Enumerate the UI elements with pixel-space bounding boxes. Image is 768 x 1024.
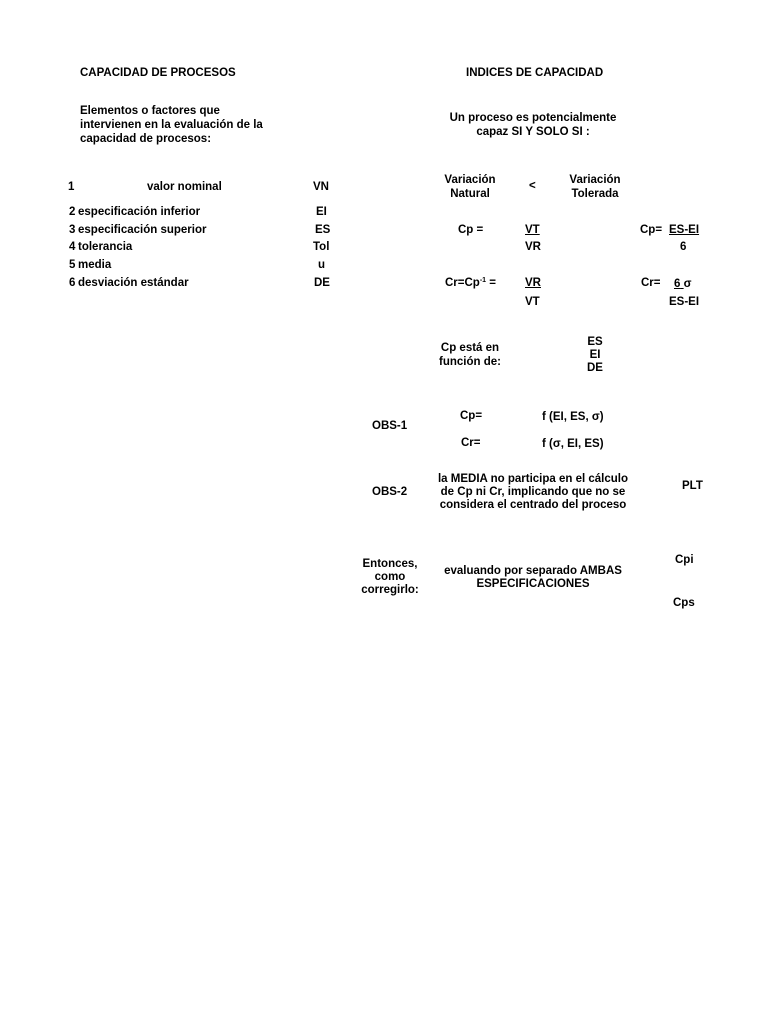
cp-formula-numerator: ES-EI bbox=[669, 224, 700, 236]
cr-formula-numerator: 6 σ bbox=[674, 278, 692, 290]
item-number: 3 bbox=[69, 224, 76, 236]
obs2-line-2: de Cp ni Cr, implicando que no se bbox=[440, 486, 626, 498]
item-number: 5 bbox=[69, 259, 76, 271]
item-number: 1 bbox=[68, 181, 75, 193]
cps-label: Cps bbox=[673, 597, 695, 609]
item-abbr: EI bbox=[316, 206, 327, 218]
then-line-3: corregirlo: bbox=[361, 584, 419, 596]
obs2-label: OBS-2 bbox=[372, 486, 408, 498]
cp-formula-denominator: 6 bbox=[680, 241, 687, 253]
obs1-label: OBS-1 bbox=[372, 420, 408, 432]
item-abbr: Tol bbox=[313, 241, 330, 253]
cr-formula-denominator: ES-EI bbox=[669, 296, 700, 308]
item-number: 4 bbox=[69, 241, 76, 253]
then-line-1: Entonces, bbox=[362, 558, 418, 570]
obs1-cp-label: Cp= bbox=[460, 410, 483, 422]
condition-line-2: capaz SI Y SOLO SI : bbox=[476, 126, 590, 138]
obs1-cr-function: f (σ, EI, ES) bbox=[542, 438, 604, 450]
cr-label: $Cr=Cp^{-1}$ = bbox=[445, 277, 496, 289]
cr-formula-label: Cr= bbox=[641, 277, 661, 289]
tolerated-variation-1: Variación bbox=[569, 174, 621, 186]
then-line-2: como bbox=[374, 571, 406, 583]
item-label: tolerancia bbox=[78, 241, 133, 253]
cpi-label: Cpi bbox=[675, 554, 694, 566]
item-abbr: ES bbox=[315, 224, 331, 236]
item-abbr: DE bbox=[314, 277, 330, 289]
function-value-es: ES bbox=[587, 336, 603, 348]
intro-line-1: Elementos o factores que bbox=[80, 105, 220, 117]
right-title: INDICES DE CAPACIDAD bbox=[466, 67, 604, 79]
function-value-ei: EI bbox=[589, 349, 601, 361]
function-of-1: Cp está en bbox=[440, 342, 500, 354]
obs1-cp-function: f (EI, ES, σ) bbox=[542, 411, 604, 423]
item-label: valor nominal bbox=[147, 181, 222, 193]
plt-label: PLT bbox=[682, 480, 703, 492]
obs2-line-3: considera el centrado del proceso bbox=[439, 499, 627, 511]
natural-variation-2: Natural bbox=[450, 188, 490, 200]
evaluate-line-1: evaluando por separado AMBAS bbox=[444, 565, 622, 577]
cp-label: Cp = bbox=[458, 224, 484, 236]
intro-line-2: intervienen en la evaluación de la bbox=[80, 119, 263, 131]
evaluate-line-2: ESPECIFICACIONES bbox=[476, 578, 590, 590]
intro-line-3: capacidad de procesos: bbox=[80, 133, 212, 145]
function-value-de: DE bbox=[587, 362, 603, 374]
cp-formula-label: Cp= bbox=[640, 224, 663, 236]
sigma-symbol: σ bbox=[552, 438, 561, 450]
item-number: 2 bbox=[69, 206, 76, 218]
obs1-cr-label: Cr= bbox=[461, 437, 481, 449]
item-abbr: VN bbox=[313, 181, 329, 193]
sigma-symbol: σ bbox=[591, 411, 600, 423]
natural-variation-1: Variación bbox=[444, 174, 496, 186]
obs2-line-1: la MEDIA no participa en el cálculo bbox=[437, 473, 628, 485]
tolerated-variation-2: Tolerada bbox=[571, 188, 619, 200]
item-number: 6 bbox=[69, 277, 76, 289]
cr-denominator: VT bbox=[525, 296, 540, 308]
cp-denominator: VR bbox=[525, 241, 541, 253]
condition-line-1: Un proceso es potencialmente bbox=[449, 112, 617, 124]
item-label: especificación inferior bbox=[78, 206, 201, 218]
item-label: media bbox=[78, 259, 112, 271]
sigma-symbol: σ bbox=[683, 278, 692, 290]
item-label: desviación estándar bbox=[78, 277, 189, 289]
less-than-sign: < bbox=[529, 180, 536, 192]
cp-numerator: VT bbox=[525, 224, 540, 236]
item-label: especificación superior bbox=[78, 224, 207, 236]
function-of-2: función de: bbox=[439, 356, 501, 368]
item-abbr: u bbox=[318, 259, 326, 271]
cr-numerator: VR bbox=[525, 277, 541, 289]
left-title: CAPACIDAD DE PROCESOS bbox=[80, 67, 236, 79]
